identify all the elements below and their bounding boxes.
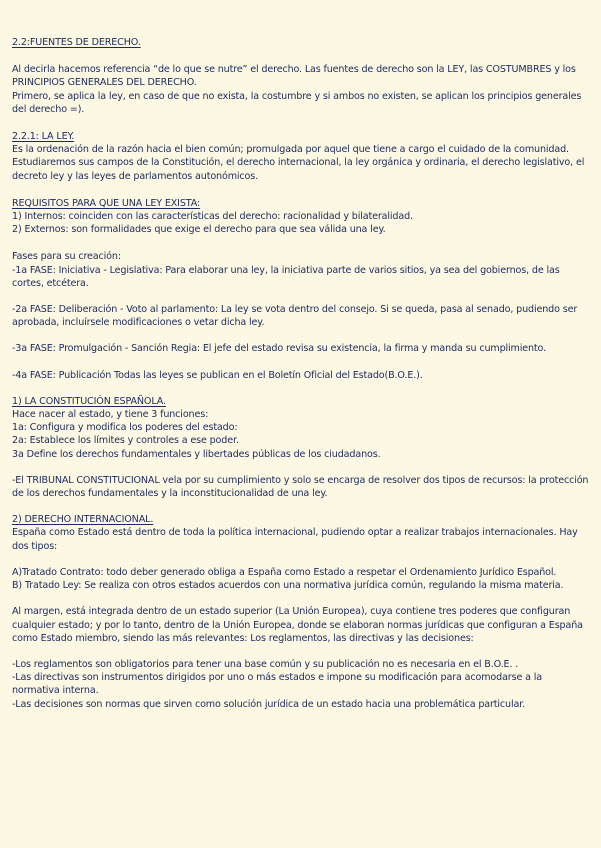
fase-item: -4a FASE: Publicación Todas las leyes se publican en el Boletín Oficial del Estado(B.O.E.). [12,369,423,381]
intro-paragraph: Al decirla hacemos referencia “de lo que se nutre” el derecho. Las fuentes de derecho son la LEY, las COSTUMBRES y los PRINCIPIOS GENERALES DEL DERECHO. [12,64,576,89]
norma-item: -Las decisiones son normas que sirven como solución jurídica de un estado hacia una problemática particular. [12,698,526,710]
ley-paragraph: Es la ordenación de la razón hacia el bien común; promulgada por aquel que tiene a cargo el cuidado de la comunidad. Estudiaremos sus campos de la Constitución, el derecho internacional, la ley orgánica y ordinaria, el derecho legislativo, el decreto ley y las leyes de parlamentos autonómicos. [12,144,585,182]
tratado-item: A)Tratado Contrato: todo deber generado obliga a España como Estado a respetar el Ordenamiento Jurídico Español. [12,566,557,578]
constitucion-line: 3a Define los derechos fundamentales y libertades públicas de los ciudadanos. [12,448,381,460]
fase-item: -3a FASE: Promulgación - Sanción Regia: El jefe del estado revisa su existencia, la firma y manda su cumplimiento. [12,343,546,355]
requisito-item: 1) Internos: coinciden con las características del derecho: racionalidad y bilateralidad. [12,211,413,223]
constitucion-line: Hace nacer al estado, y tiene 3 funciones: [12,409,209,421]
norma-item: -Las directivas son instrumentos dirigidos por uno o más estados e impone su modificación para acomodarse a la normativa interna. [12,672,542,697]
constitucion-line: 1a: Configura y modifica los poderes del estado: [12,422,238,434]
fase-item: -2a FASE: Deliberación - Voto al parlamento: La ley se vota dentro del consejo. Si se queda, pasa al senado, pudiendo ser aprobada, incluírsele modificaciones o vetar dicha ley. [12,304,578,329]
section-title: 2.2:FUENTES DE DERECHO. [12,37,141,48]
requisitos-heading: REQUISITOS PARA QUE UNA LEY EXISTA: [12,197,201,209]
fase-item: -1a FASE: Iniciativa - Legislativa: Para elaborar una ley, la iniciativa parte de varios sitios, ya sea del gobiernos, de las cortes, etcétera. [12,264,560,289]
fases-heading: Fases para su creación: [12,251,121,263]
internacional-heading: 2) DERECHO INTERNACIONAL. [12,514,154,526]
constitucion-heading: 1) LA CONSTITUCIÓN ESPAÑOLA. [12,395,166,407]
internacional-intro: España como Estado está dentro de toda la política internacional, pudiendo optar a realizar trabajos internacionales. Hay dos tipos: [12,527,578,552]
constitucion-line: 2a: Establece los límites y controles a ese poder. [12,435,239,447]
requisito-item: 2) Externos: son formalidades que exige el derecho para que sea válida una ley. [12,224,386,236]
norma-item: -Los reglamentos son obligatorios para tener una base común y su publicación no es necesaria en el B.O.E. . [12,658,519,670]
ley-heading: 2.2.1: LA LEY. [12,131,75,143]
margen-paragraph: Al margen, está integrada dentro de un estado superior (La Unión Europea), cuya contiene tres poderes que configuran cualquier estado; y por lo tanto, dentro de la Unión Europea, donde se elaboran normas jurídicas que configuran a España como Estado miembro, siendo las más relevantes: Los reglamentos, las directivas y las decisiones: [12,606,583,644]
tratado-item: B) Tratado Ley: Se realiza con otros estados acuerdos con una normativa jurídica común, regulando la misma materia. [12,580,564,592]
intro-paragraph: Primero, se aplica la ley, en caso de que no exista, la costumbre y si ambos no existen, se aplican los principios generales del derecho =). [12,90,582,115]
tribunal-paragraph: -El TRIBUNAL CONSTITUCIONAL vela por su cumplimiento y solo se encarga de resolver dos tipos de recursos: la protección de los derechos fundamentales y la inconstitucionalidad de una ley. [12,474,589,500]
